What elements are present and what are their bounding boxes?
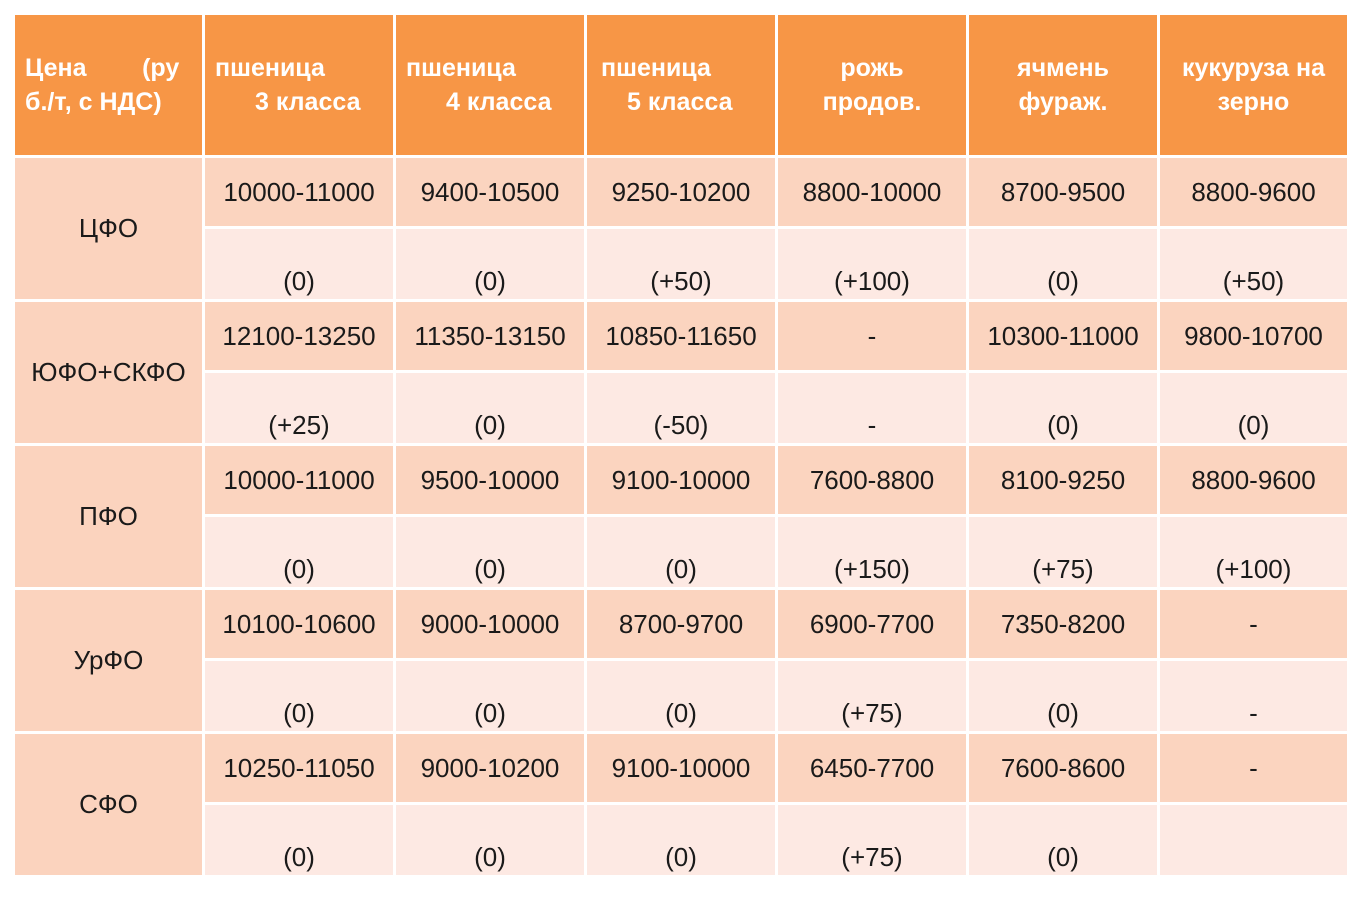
change-cell: (+75) [968, 516, 1159, 589]
price-cell: - [1159, 589, 1349, 660]
price-cell: 7350-8200 [968, 589, 1159, 660]
price-cell: 9100-10000 [586, 445, 777, 516]
change-cell: (0) [395, 228, 586, 301]
change-cell: (0) [586, 516, 777, 589]
price-cell: 10250-11050 [204, 733, 395, 804]
change-cell: (0) [395, 372, 586, 445]
header-wheat-5: пшеница 5 класса [586, 14, 777, 157]
change-cell: (0) [586, 804, 777, 877]
price-cell: 10000-11000 [204, 445, 395, 516]
table-row-prices [14, 157, 1349, 228]
change-cell: (0) [395, 804, 586, 877]
change-cell: (+100) [1159, 516, 1349, 589]
change-cell: (0) [395, 516, 586, 589]
price-cell: 9100-10000 [586, 733, 777, 804]
change-cell: (0) [586, 660, 777, 733]
price-cell: 10300-11000 [968, 301, 1159, 372]
price-cell: 11350-13150 [395, 301, 586, 372]
change-cell: (-50) [586, 372, 777, 445]
change-cell: (0) [204, 228, 395, 301]
change-cell: (0) [204, 516, 395, 589]
price-cell: - [1159, 733, 1349, 804]
header-row [14, 14, 1349, 157]
change-cell: (+50) [1159, 228, 1349, 301]
price-cell: 8800-9600 [1159, 157, 1349, 228]
table-row-prices [14, 733, 1349, 804]
region-label: ПФО [14, 445, 204, 589]
change-cell: - [1159, 660, 1349, 733]
change-cell: (0) [968, 228, 1159, 301]
table-row-changes [14, 516, 1349, 589]
change-cell: (0) [968, 372, 1159, 445]
header-barley: ячмень фураж. [968, 14, 1159, 157]
change-cell: (0) [968, 660, 1159, 733]
price-cell: 8700-9700 [586, 589, 777, 660]
change-cell: (0) [1159, 372, 1349, 445]
header-price-label [14, 14, 204, 157]
change-cell: (0) [204, 660, 395, 733]
price-cell: 6900-7700 [777, 589, 968, 660]
region-label: СФО [14, 733, 204, 877]
price-cell: - [777, 301, 968, 372]
price-cell: 9400-10500 [395, 157, 586, 228]
price-cell: 8800-10000 [777, 157, 968, 228]
region-label: ЦФО [14, 157, 204, 301]
price-cell: 10000-11000 [204, 157, 395, 228]
region-label: УрФО [14, 589, 204, 733]
price-cell: 9500-10000 [395, 445, 586, 516]
header-corn: кукуруза на зерно [1159, 14, 1349, 157]
change-cell: (+50) [586, 228, 777, 301]
price-cell: 10850-11650 [586, 301, 777, 372]
change-cell: (+100) [777, 228, 968, 301]
table-row-prices [14, 445, 1349, 516]
table-row-changes [14, 228, 1349, 301]
table-body [14, 157, 1349, 877]
price-cell: 8700-9500 [968, 157, 1159, 228]
table-row-prices [14, 301, 1349, 372]
price-cell: 7600-8600 [968, 733, 1159, 804]
change-cell: (0) [968, 804, 1159, 877]
price-cell: 9250-10200 [586, 157, 777, 228]
price-cell: 9000-10000 [395, 589, 586, 660]
header-price-word: Цена [25, 54, 87, 82]
header-wheat-3: пшеница 3 класса [204, 14, 395, 157]
table-row-changes [14, 660, 1349, 733]
price-cell: 6450-7700 [777, 733, 968, 804]
header-price-unit-start: (ру [142, 54, 180, 82]
price-cell: 7600-8800 [777, 445, 968, 516]
grain-price-table [12, 12, 1350, 878]
change-cell: (+75) [777, 660, 968, 733]
header-price-unit-end: б./т, с НДС) [25, 88, 162, 116]
change-cell: (+75) [777, 804, 968, 877]
table-row-changes [14, 372, 1349, 445]
table-row-prices [14, 589, 1349, 660]
price-cell: 8100-9250 [968, 445, 1159, 516]
price-cell: 10100-10600 [204, 589, 395, 660]
change-cell: (+150) [777, 516, 968, 589]
change-cell: (0) [395, 660, 586, 733]
region-label: ЮФО+СКФО [14, 301, 204, 445]
change-cell: - [777, 372, 968, 445]
price-cell: 8800-9600 [1159, 445, 1349, 516]
change-cell: (+25) [204, 372, 395, 445]
change-cell [1159, 804, 1349, 877]
price-cell: 9800-10700 [1159, 301, 1349, 372]
change-cell: (0) [204, 804, 395, 877]
table-row-changes [14, 804, 1349, 877]
header-wheat-4: пшеница 4 класса [395, 14, 586, 157]
price-cell: 9000-10200 [395, 733, 586, 804]
header-rye: рожь продов. [777, 14, 968, 157]
price-cell: 12100-13250 [204, 301, 395, 372]
